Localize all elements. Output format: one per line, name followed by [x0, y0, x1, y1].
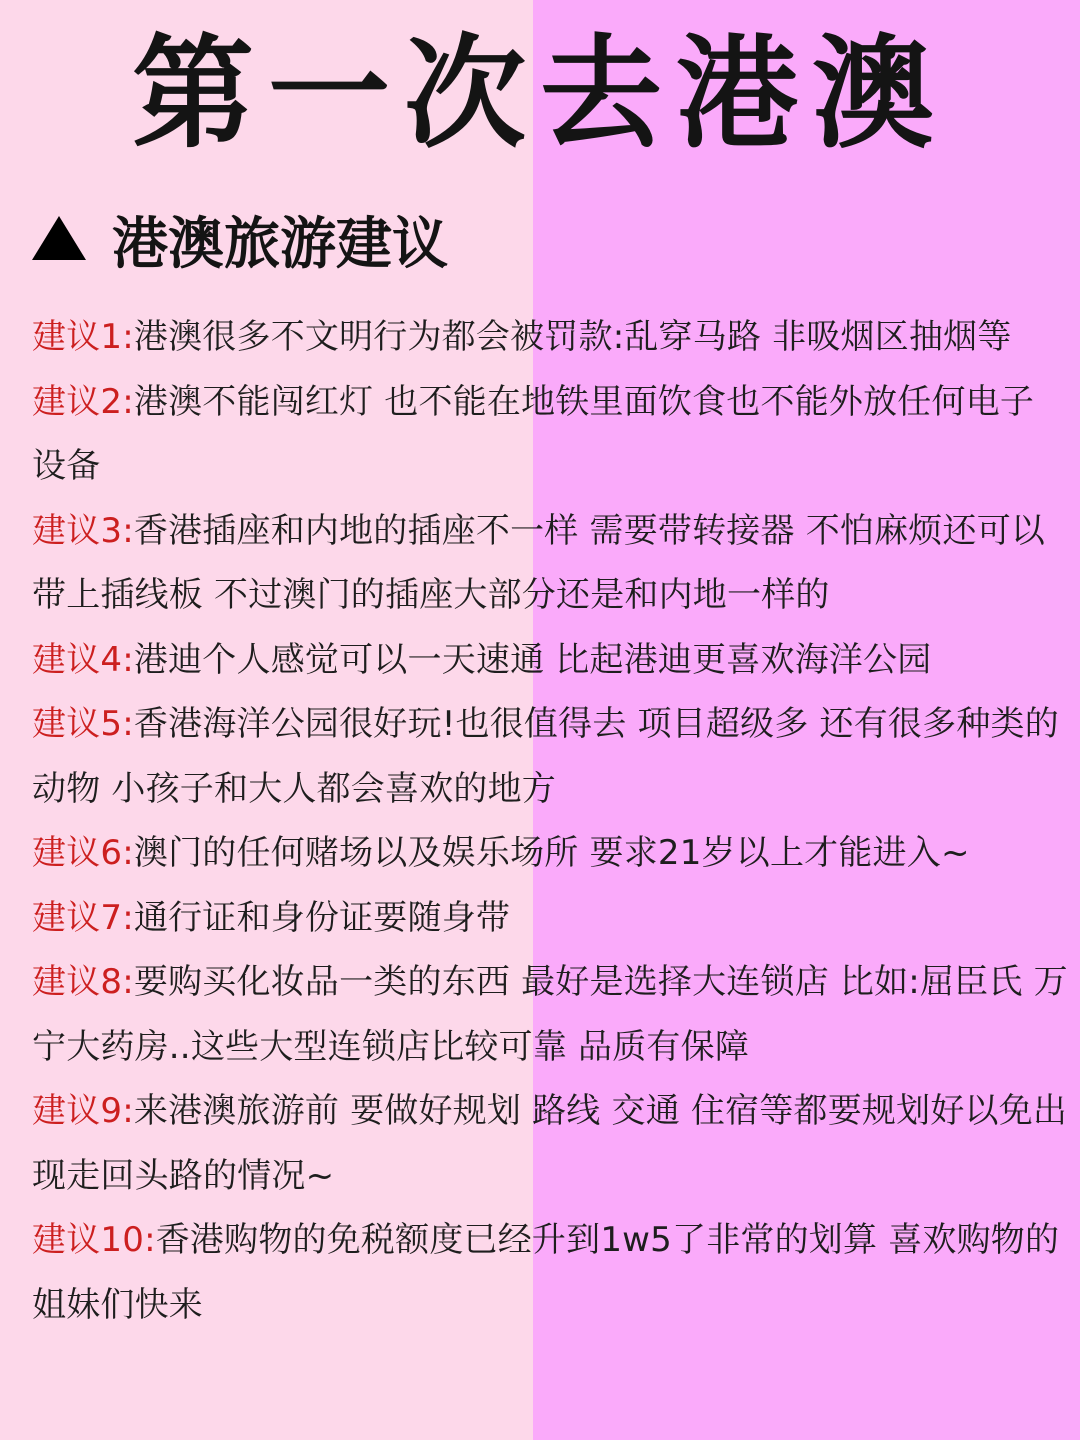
tip-text: 来港澳旅游前 要做好规划 路线 交通 住宿等都要规划好以免出现走回头路的情况~ — [32, 1091, 1068, 1196]
section-heading — [32, 204, 448, 276]
tip-text: 澳门的任何赌场以及娱乐场所 要求21岁以上才能进入~ — [133, 833, 970, 873]
tip-item-3 — [32, 499, 1068, 628]
tip-label: 建议10: — [32, 1220, 156, 1260]
tip-item-10 — [32, 1208, 1068, 1337]
tip-label: 建议1: — [32, 317, 134, 357]
tip-text: 港澳很多不文明行为都会被罚款:乱穿马路 非吸烟区抽烟等 — [133, 317, 1012, 357]
section-heading-text: 港澳旅游建议 — [112, 212, 448, 277]
tip-label: 建议5: — [32, 704, 134, 744]
tips-list — [32, 305, 1068, 1337]
tip-item-5 — [32, 692, 1068, 821]
tip-text: 香港插座和内地的插座不一样 需要带转接器 不怕麻烦还可以带上插线板 不过澳门的插座大部分还是和内地一样的 — [32, 510, 1046, 615]
tip-text: 要购买化妆品一类的东西 最好是选择大连锁店 比如:屈臣氏 万宁大药房..这些大型连锁店比较可靠 品质有保障 — [32, 962, 1068, 1067]
tip-item-8 — [32, 950, 1068, 1079]
tip-label: 建议9: — [32, 1091, 134, 1131]
tip-label: 建议6: — [32, 833, 134, 873]
tip-label: 建议8: — [32, 962, 134, 1002]
tip-text: 香港购物的免税额度已经升到1w5了非常的划算 喜欢购物的姐妹们快来 — [32, 1220, 1060, 1325]
tip-label: 建议3: — [32, 510, 134, 551]
tip-item-2 — [32, 370, 1068, 499]
tip-item-9 — [32, 1079, 1068, 1208]
triangle-icon — [32, 216, 86, 260]
tip-label: 建议7: — [32, 897, 134, 938]
tip-text: 通行证和身份证要随身带 — [133, 897, 511, 938]
tip-label: 建议2: — [32, 381, 134, 422]
tip-item-1 — [32, 305, 1068, 370]
tip-item-6 — [32, 821, 1068, 886]
tip-item-7 — [32, 886, 1068, 951]
page-title: 第一次去港澳 — [132, 21, 948, 165]
tip-text: 香港海洋公园很好玩!也很值得去 项目超级多 还有很多种类的动物 小孩子和大人都会喜欢的地方 — [32, 704, 1059, 809]
tip-text: 港迪个人感觉可以一天速通 比起港迪更喜欢海洋公园 — [133, 639, 932, 680]
tip-label: 建议4: — [32, 639, 134, 680]
tip-item-4 — [32, 628, 1068, 693]
tip-text: 港澳不能闯红灯 也不能在地铁里面饮食也不能外放任何电子设备 — [32, 381, 1035, 486]
